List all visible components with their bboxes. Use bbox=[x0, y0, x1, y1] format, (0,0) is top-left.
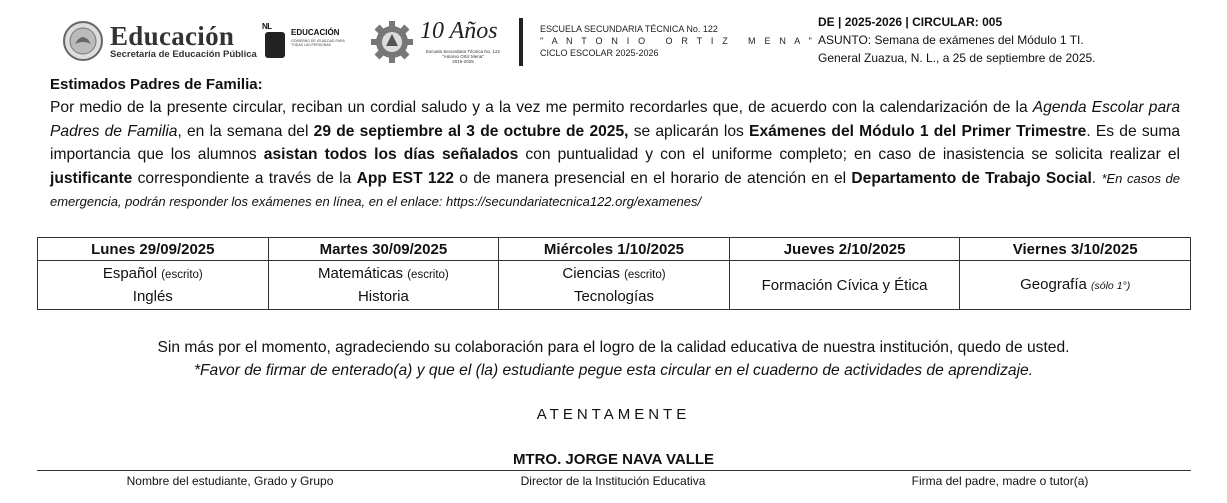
sep-title: Educación bbox=[110, 20, 235, 51]
greeting: Estimados Padres de Familia: bbox=[50, 76, 263, 93]
closing-line-2: *Favor de firmar de enterado(a) y que el (la) estudiante pegue esta circular en el cuaderno de actividades de aprendizaje. bbox=[193, 362, 1034, 379]
circular-info bbox=[818, 13, 1096, 67]
wednesday-cell bbox=[499, 261, 730, 310]
para-text: , en la semana del bbox=[177, 122, 314, 140]
friday-cell bbox=[960, 261, 1191, 310]
closing-line-1: Sin más por el momento, agradeciendo su colaboración para el logro de la calidad educativa de nuestra institución, quedo de usted. bbox=[157, 339, 1070, 356]
para-dept-bold: Departamento de Trabajo Social bbox=[851, 169, 1092, 187]
signature-student: Nombre del estudiante, Grado y Grupo bbox=[126, 474, 334, 488]
subject-history: Historia bbox=[357, 288, 409, 305]
para-text: se aplicarán los bbox=[628, 122, 750, 140]
anniversary-subtitle bbox=[418, 49, 508, 64]
exam-schedule-table bbox=[37, 237, 1191, 310]
nl-tagline: GOBIERNO DE IGUALDAD PARA TODAS LAS PERSONAS bbox=[291, 39, 345, 47]
day-header-wednesday: Miércoles 1/10/2025 bbox=[499, 238, 730, 261]
para-text: Por medio de la presente circular, reciban un cordial saludo y a la vez me permito recordarles que, de acuerdo con la calendarización de la bbox=[50, 99, 1033, 116]
subject-note: (escrito) bbox=[624, 269, 666, 281]
para-text: correspondiente a través de la bbox=[132, 169, 357, 187]
para-text: . bbox=[1091, 169, 1102, 187]
para-app-bold: App EST 122 bbox=[356, 169, 454, 187]
subject-geography: Geografía bbox=[1020, 275, 1087, 293]
subject-math: Matemáticas bbox=[318, 265, 404, 282]
sep-subtitle: Secretaría de Educación Pública bbox=[110, 48, 257, 60]
school-cycle: CICLO ESCOLAR 2025-2026 bbox=[540, 48, 659, 58]
subject-spanish: Español bbox=[102, 265, 158, 282]
para-text: . Es de suma importancia que los alumnos bbox=[50, 122, 1180, 163]
school-name: ESCUELA SECUNDARIA TÉCNICA No. 122 bbox=[540, 24, 718, 34]
anniversary-line-1: Escuela Secundaria Técnica No. 122 bbox=[426, 49, 500, 54]
nl-education-logo bbox=[262, 22, 352, 62]
signature-parent: Firma del padre, madre o tutor(a) bbox=[911, 474, 1089, 488]
subject-note: (escrito) bbox=[161, 269, 203, 281]
para-text: con puntualidad y con el uniforme completo; en caso de inasistencia se solicita realizar el bbox=[518, 146, 1181, 163]
header-divider bbox=[519, 18, 523, 66]
tuesday-cell bbox=[268, 261, 499, 310]
director-name: MTRO. JORGE NAVA VALLE bbox=[512, 451, 715, 468]
table-header-row bbox=[38, 238, 1191, 261]
nl-badge-icon bbox=[265, 32, 285, 58]
atentamente-label: ATENTAMENTE bbox=[536, 406, 691, 423]
circular-place-date: General Zuazua, N. L., a 25 de septiembre de 2025. bbox=[818, 51, 1096, 65]
subject-english: Inglés bbox=[132, 288, 173, 305]
subject-note: (escrito) bbox=[407, 269, 449, 281]
anniversary-line-3: 2015-2025 bbox=[452, 59, 474, 64]
school-info bbox=[540, 23, 815, 59]
signature-director: Director de la Institución Educativa bbox=[520, 474, 706, 488]
subject-technology: Tecnologías bbox=[573, 288, 655, 305]
signature-line bbox=[37, 470, 1191, 471]
anniversary-title: 10 Años bbox=[420, 18, 498, 44]
circular-number: DE | 2025-2026 | CIRCULAR: 005 bbox=[818, 15, 1003, 29]
nl-label: NL bbox=[262, 22, 272, 31]
subject-civics: Formación Cívica y Ética bbox=[761, 276, 928, 294]
eagle-seal-icon bbox=[62, 20, 104, 62]
para-exams-bold: Exámenes del Módulo 1 del Primer Trimestre bbox=[749, 122, 1087, 140]
para-justificante-bold: justificante bbox=[50, 169, 133, 187]
school-motto: " A N T O N I O O R T I Z M E N A " bbox=[540, 36, 816, 46]
gear-icon bbox=[370, 20, 414, 64]
subject-note: (sólo 1°) bbox=[1091, 279, 1131, 292]
para-text: o de manera presencial en el horario de atención en el bbox=[453, 169, 852, 187]
anniversary-logo bbox=[418, 18, 508, 68]
emergency-note: *En casos de emergencia, podrán responder los exámenes en línea, en el enlace: https://secundariatecnica122.org/examenes/ bbox=[50, 170, 1180, 209]
nl-edu-label: EDUCACIÓN bbox=[291, 28, 340, 37]
para-attend-bold: asistan todos los días señalados bbox=[263, 146, 519, 163]
main-paragraph bbox=[50, 96, 1180, 214]
circular-subject: ASUNTO: Semana de exámenes del Módulo 1 TI. bbox=[818, 33, 1084, 47]
day-header-thursday: Jueves 2/10/2025 bbox=[729, 238, 960, 261]
sep-logo bbox=[62, 20, 257, 62]
day-header-tuesday: Martes 30/09/2025 bbox=[268, 238, 499, 261]
monday-cell bbox=[38, 261, 269, 310]
day-header-monday: Lunes 29/09/2025 bbox=[38, 238, 269, 261]
thursday-cell bbox=[729, 261, 960, 310]
para-dates-bold: 29 de septiembre al 3 de octubre de 2025, bbox=[313, 122, 629, 140]
day-header-friday: Viernes 3/10/2025 bbox=[960, 238, 1191, 261]
table-row bbox=[38, 261, 1191, 310]
anniversary-line-2: "Antonio Ortiz Mena" bbox=[442, 54, 484, 59]
para-agenda-italic: Agenda Escolar para Padres de Familia bbox=[50, 99, 1180, 140]
closing-text bbox=[0, 336, 1227, 382]
subject-science: Ciencias bbox=[562, 265, 620, 282]
